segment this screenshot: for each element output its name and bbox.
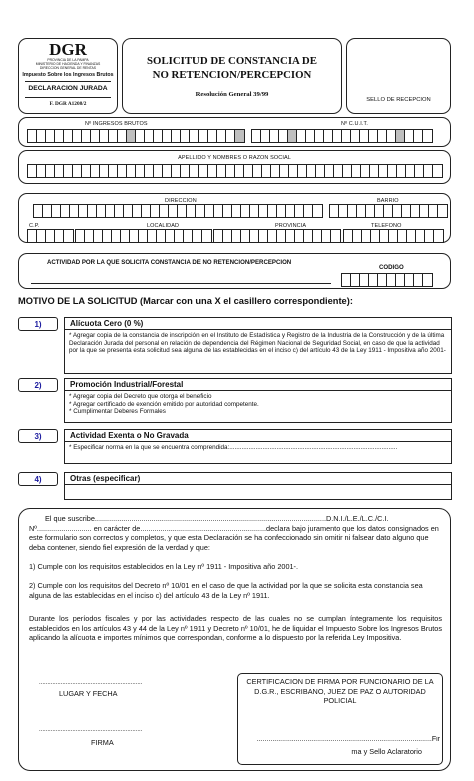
digit-cell[interactable] bbox=[259, 230, 268, 242]
digit-cell[interactable] bbox=[411, 205, 420, 217]
digit-cell[interactable] bbox=[313, 205, 322, 217]
name-label: APELLIDO Y NOMBRES O RAZON SOCIAL bbox=[178, 155, 291, 161]
digit-cell[interactable] bbox=[97, 205, 106, 217]
digit-cell[interactable] bbox=[64, 165, 73, 177]
signature-label: FIRMA bbox=[91, 738, 114, 747]
codigo-cells[interactable] bbox=[341, 273, 433, 287]
option-4-checkbox[interactable] bbox=[18, 472, 58, 486]
digit-cell[interactable] bbox=[184, 230, 193, 242]
requirement-2: 2) Cumple con los requisitos del Decreto nº 10/01 en el caso de que la actividad por la que se solicita esta constancia sea alguna de las establecidas en el inciso c) del artículo 43 de la Ley nº 1911. bbox=[29, 581, 423, 600]
digit-cell[interactable] bbox=[130, 230, 139, 242]
divider bbox=[25, 81, 111, 82]
digit-cell[interactable] bbox=[277, 230, 286, 242]
digit-cell[interactable] bbox=[268, 205, 277, 217]
agency-box bbox=[18, 38, 118, 114]
digit-cell[interactable] bbox=[76, 230, 85, 242]
option-4-title: Otras (especificar) bbox=[65, 473, 451, 485]
digit-cell[interactable] bbox=[330, 205, 339, 217]
digit-cell[interactable] bbox=[61, 205, 70, 217]
digit-cell[interactable] bbox=[286, 230, 295, 242]
digit-cell[interactable] bbox=[342, 274, 351, 286]
digit-cell[interactable] bbox=[389, 230, 398, 242]
stamp-box bbox=[346, 38, 451, 114]
digit-cell[interactable] bbox=[172, 165, 181, 177]
digit-cell[interactable] bbox=[241, 230, 250, 242]
agency-line-3: DIRECCION GENERAL DE RENTAS bbox=[39, 66, 97, 70]
option-2-checkbox[interactable] bbox=[18, 378, 58, 392]
cp-cells[interactable] bbox=[27, 229, 74, 243]
digit-cell[interactable] bbox=[187, 205, 196, 217]
name-cells[interactable] bbox=[27, 164, 443, 178]
name-box bbox=[18, 150, 451, 184]
digit-cell[interactable] bbox=[133, 205, 142, 217]
digit-cell[interactable] bbox=[351, 274, 360, 286]
tax-ids-box bbox=[18, 117, 451, 147]
divider bbox=[25, 97, 111, 98]
option-3-number: 3) bbox=[34, 431, 42, 441]
digit-cell[interactable] bbox=[55, 165, 64, 177]
digit-cell[interactable] bbox=[196, 205, 205, 217]
digit-cell[interactable] bbox=[139, 230, 148, 242]
option-2-line: * Agregar copia del Decreto que otorga el beneficio bbox=[69, 393, 212, 400]
digit-cell[interactable] bbox=[214, 230, 223, 242]
option-1-title: Alícuota Cero (0 %) bbox=[65, 318, 451, 330]
signature-line[interactable]: .............................................................. bbox=[39, 727, 143, 733]
option-1-box bbox=[64, 317, 452, 374]
digit-cell[interactable] bbox=[387, 274, 396, 286]
digit-cell[interactable] bbox=[380, 230, 389, 242]
dgr-logo: DGR bbox=[49, 40, 87, 59]
digit-cell[interactable] bbox=[52, 205, 61, 217]
digit-cell[interactable] bbox=[103, 230, 112, 242]
digit-cell[interactable] bbox=[339, 205, 348, 217]
digit-cell[interactable] bbox=[55, 230, 64, 242]
form-title: SOLICITUD DE CONSTANCIA DE NO RETENCION/PERCEPCION bbox=[147, 55, 317, 81]
digit-cell[interactable] bbox=[379, 165, 388, 177]
digit-cell[interactable] bbox=[193, 230, 202, 242]
digit-cell[interactable] bbox=[259, 205, 268, 217]
address-cells[interactable] bbox=[33, 204, 323, 218]
option-3-title: Actividad Exenta o No Gravada bbox=[65, 430, 451, 442]
digit-cell[interactable] bbox=[361, 165, 370, 177]
option-2-line: * Cumplimentar Deberes Formales bbox=[69, 408, 166, 416]
digit-cell[interactable] bbox=[28, 230, 37, 242]
digit-cell[interactable] bbox=[79, 205, 88, 217]
localidad-cells[interactable] bbox=[75, 229, 212, 243]
certification-footer: ma y Sello Aclaratorio bbox=[351, 747, 422, 756]
telefono-label: TELEFONO bbox=[371, 223, 402, 229]
option-1-number: 1) bbox=[34, 319, 42, 329]
digit-cell[interactable] bbox=[94, 230, 103, 242]
digit-cell[interactable] bbox=[112, 230, 121, 242]
digit-cell[interactable] bbox=[127, 165, 136, 177]
digit-cell[interactable] bbox=[325, 165, 334, 177]
digit-cell[interactable] bbox=[344, 230, 353, 242]
digit-cell[interactable] bbox=[415, 165, 424, 177]
cuit-label: Nº C.U.I.T. bbox=[341, 121, 368, 127]
digit-cell[interactable] bbox=[304, 205, 313, 217]
digit-cell[interactable] bbox=[73, 165, 82, 177]
digit-cell[interactable] bbox=[313, 230, 322, 242]
digit-cell[interactable] bbox=[406, 165, 415, 177]
digit-cell[interactable] bbox=[106, 205, 115, 217]
digit-cell[interactable] bbox=[420, 205, 429, 217]
digit-cell[interactable] bbox=[88, 205, 97, 217]
digit-cell[interactable] bbox=[362, 230, 371, 242]
certification-line[interactable]: ..........................................................................................Fir bbox=[256, 736, 440, 743]
digit-cell[interactable] bbox=[271, 165, 280, 177]
digit-cell[interactable] bbox=[429, 205, 438, 217]
digit-cell[interactable] bbox=[118, 165, 127, 177]
option-2-line: * Agregar certificado de exención emitido por autoridad competente. bbox=[69, 400, 259, 408]
place-date-label: LUGAR Y FECHA bbox=[59, 689, 118, 698]
option-2-number: 2) bbox=[34, 380, 42, 390]
form-code: F. DGR A1208/2 bbox=[49, 101, 87, 107]
digit-cell[interactable] bbox=[151, 205, 160, 217]
digit-cell[interactable] bbox=[322, 230, 331, 242]
requirement-1: 1) Cumple con los requisitos establecidos en la Ley nº 1911 - Impositiva año 2001-. bbox=[29, 562, 299, 571]
digit-cell[interactable] bbox=[423, 274, 432, 286]
digit-cell[interactable] bbox=[34, 205, 43, 217]
digit-cell[interactable] bbox=[181, 165, 190, 177]
digit-cell[interactable] bbox=[37, 230, 46, 242]
digit-cell[interactable] bbox=[91, 165, 100, 177]
option-2-text bbox=[65, 391, 451, 418]
option-2-box bbox=[64, 378, 452, 423]
certification-box bbox=[237, 673, 443, 765]
digit-cell[interactable] bbox=[334, 165, 343, 177]
digit-cell[interactable] bbox=[241, 205, 250, 217]
digit-cell[interactable] bbox=[214, 205, 223, 217]
provincia-cells[interactable] bbox=[213, 229, 341, 243]
digit-cell[interactable] bbox=[405, 274, 414, 286]
title-box bbox=[122, 38, 342, 114]
resolution-label: Resolución General 39/99 bbox=[195, 91, 269, 98]
digit-cell[interactable] bbox=[396, 274, 405, 286]
option-4-number: 4) bbox=[34, 474, 42, 484]
digit-cell[interactable] bbox=[190, 165, 199, 177]
digit-cell[interactable] bbox=[217, 165, 226, 177]
digit-cell[interactable] bbox=[414, 274, 423, 286]
barrio-label: BARRIO bbox=[377, 198, 399, 204]
address-label: DIRECCION bbox=[165, 198, 197, 204]
activity-label: ACTIVIDAD POR LA QUE SOLICITA CONSTANCIA DE NO RETENCION/PERCEPCION bbox=[47, 259, 292, 266]
declaration-label: DECLARACION JURADA bbox=[28, 85, 108, 92]
agency-line-2: MINISTERIO DE HACIENDA Y FINANZAS bbox=[35, 62, 101, 66]
ingresos-brutos-label: Nº INGRESOS BRUTOS bbox=[85, 121, 148, 127]
digit-cell[interactable] bbox=[148, 230, 157, 242]
digit-cell[interactable] bbox=[100, 165, 109, 177]
digit-cell[interactable] bbox=[331, 230, 340, 242]
digit-cell[interactable] bbox=[157, 230, 166, 242]
digit-cell[interactable] bbox=[115, 205, 124, 217]
tax-name: Impuesto Sobre los Ingresos Brutos bbox=[22, 72, 114, 78]
digit-cell[interactable] bbox=[280, 165, 289, 177]
digit-cell[interactable] bbox=[136, 165, 145, 177]
digit-cell[interactable] bbox=[402, 205, 411, 217]
digit-cell[interactable] bbox=[295, 205, 304, 217]
digit-cell[interactable] bbox=[109, 165, 118, 177]
digit-cell[interactable] bbox=[154, 165, 163, 177]
digit-cell[interactable] bbox=[316, 165, 325, 177]
digit-cell[interactable] bbox=[378, 274, 387, 286]
digit-cell[interactable] bbox=[295, 230, 304, 242]
digit-cell[interactable] bbox=[398, 230, 407, 242]
place-date-line[interactable]: .............................................................. bbox=[39, 680, 143, 686]
digit-cell[interactable] bbox=[124, 205, 133, 217]
digit-cell[interactable] bbox=[253, 165, 262, 177]
digit-cell[interactable] bbox=[226, 165, 235, 177]
digit-cell[interactable] bbox=[70, 205, 79, 217]
digit-cell[interactable] bbox=[286, 205, 295, 217]
digit-cell[interactable] bbox=[433, 165, 442, 177]
digit-cell[interactable] bbox=[64, 230, 73, 242]
digit-cell[interactable] bbox=[85, 230, 94, 242]
digit-cell[interactable] bbox=[416, 230, 425, 242]
digit-cell[interactable] bbox=[178, 205, 187, 217]
digit-cell[interactable] bbox=[160, 205, 169, 217]
digit-cell[interactable] bbox=[298, 165, 307, 177]
digit-cell[interactable] bbox=[366, 205, 375, 217]
option-1-checkbox[interactable] bbox=[18, 317, 58, 331]
digit-cell[interactable] bbox=[205, 205, 214, 217]
digit-cell[interactable] bbox=[348, 205, 357, 217]
digit-cell[interactable] bbox=[277, 205, 286, 217]
digit-cell[interactable] bbox=[202, 230, 211, 242]
digit-cell[interactable] bbox=[145, 165, 154, 177]
digit-cell[interactable] bbox=[244, 165, 253, 177]
provincia-label: PROVINCIA bbox=[275, 223, 307, 229]
digit-cell[interactable] bbox=[166, 230, 175, 242]
digit-cell[interactable] bbox=[352, 165, 361, 177]
digit-cell[interactable] bbox=[37, 165, 46, 177]
digit-cell[interactable] bbox=[370, 165, 379, 177]
digit-cell[interactable] bbox=[250, 230, 259, 242]
option-1-text: * Agregar copia de la constancia de inscripción en el Instituto de Estadística y Registro de la Industria de la Construcción y de la última Declaración Jurada del personal en relación de dependencia del Régimen Nacional de Seguridad Social, en caso de que la actividad por la que se presenta esta solicitud sea alguna de las establecidas en el inciso c) del artículo 43 de la Ley 1911 - Impositiva año 2001- bbox=[69, 332, 446, 355]
telefono-cells[interactable] bbox=[343, 229, 444, 243]
digit-cell[interactable] bbox=[223, 205, 232, 217]
digit-cell[interactable] bbox=[438, 205, 447, 217]
digit-cell[interactable] bbox=[360, 274, 369, 286]
digit-cell[interactable] bbox=[304, 230, 313, 242]
cuit-cells[interactable] bbox=[251, 129, 433, 143]
digit-cell[interactable] bbox=[142, 205, 151, 217]
declaration-box bbox=[18, 508, 451, 771]
digit-cell[interactable] bbox=[407, 230, 416, 242]
option-3-box bbox=[64, 429, 452, 464]
digit-cell[interactable] bbox=[289, 165, 298, 177]
digit-cell[interactable] bbox=[232, 205, 241, 217]
digit-cell[interactable] bbox=[46, 230, 55, 242]
option-2-title: Promoción Industrial/Forestal bbox=[65, 379, 451, 391]
digit-cell[interactable] bbox=[343, 165, 352, 177]
digit-cell[interactable] bbox=[163, 165, 172, 177]
liquidation-clause: Durante los períodos fiscales y por las actividades respecto de las cuales no se cumplan íntegramente los requisitos establecidos en los artículos 43 y 44 de la Ley nº 1911 y Decreto nº 10/01, he de liquidar el Impuesto Sobre los Ingresos Brutos aplicando la alícuota e importes mínimos que correspondan, conforme a lo dispuesto por la referida Ley Impositiva. bbox=[29, 614, 442, 643]
agency-line-1: PROVINCIA DE LA PAMPA bbox=[47, 58, 89, 62]
codigo-label: CODIGO bbox=[379, 264, 404, 271]
option-3-checkbox[interactable] bbox=[18, 429, 58, 443]
digit-cell[interactable] bbox=[43, 205, 52, 217]
option-3-text: * Especificar norma en la que se encuentra comprendida:................................................................................................ bbox=[69, 444, 398, 451]
digit-cell[interactable] bbox=[250, 205, 259, 217]
localidad-label: LOCALIDAD bbox=[147, 223, 180, 229]
digit-cell[interactable] bbox=[393, 205, 402, 217]
digit-cell[interactable] bbox=[375, 205, 384, 217]
option-4-box bbox=[64, 472, 452, 500]
digit-cell[interactable] bbox=[307, 165, 316, 177]
stamp-label: SELLO DE RECEPCION bbox=[366, 97, 431, 103]
digit-cell[interactable] bbox=[397, 165, 406, 177]
digit-cell[interactable] bbox=[28, 165, 37, 177]
digit-cell[interactable] bbox=[121, 230, 130, 242]
activity-box bbox=[18, 253, 451, 289]
digit-cell[interactable] bbox=[223, 230, 232, 242]
motivo-title: MOTIVO DE LA SOLICITUD (Marcar con una X el casillero correspondiente): bbox=[18, 296, 353, 306]
address-box bbox=[18, 193, 451, 243]
digit-cell[interactable] bbox=[357, 205, 366, 217]
cp-label: C.P. bbox=[29, 223, 40, 229]
digit-cell[interactable] bbox=[82, 165, 91, 177]
digit-cell[interactable] bbox=[371, 230, 380, 242]
ingresos-brutos-cells[interactable] bbox=[27, 129, 245, 143]
digit-cell[interactable] bbox=[369, 274, 378, 286]
digit-cell[interactable] bbox=[175, 230, 184, 242]
activity-line[interactable] bbox=[31, 283, 331, 284]
digit-cell[interactable] bbox=[425, 230, 434, 242]
digit-cell[interactable] bbox=[388, 165, 397, 177]
digit-cell[interactable] bbox=[434, 230, 443, 242]
digit-cell[interactable] bbox=[199, 165, 208, 177]
digit-cell[interactable] bbox=[424, 165, 433, 177]
digit-cell[interactable] bbox=[235, 165, 244, 177]
digit-cell[interactable] bbox=[169, 205, 178, 217]
digit-cell[interactable] bbox=[353, 230, 362, 242]
certification-title: CERTIFICACION DE FIRMA POR FUNCIONARIO DE LA D.G.R., ESCRIBANO, JUEZ DE PAZ O AUTORIDAD POLICIAL bbox=[246, 677, 434, 706]
digit-cell[interactable] bbox=[384, 205, 393, 217]
digit-cell[interactable] bbox=[262, 165, 271, 177]
digit-cell[interactable] bbox=[46, 165, 55, 177]
digit-cell[interactable] bbox=[208, 165, 217, 177]
digit-cell[interactable] bbox=[268, 230, 277, 242]
barrio-cells[interactable] bbox=[329, 204, 448, 218]
digit-cell[interactable] bbox=[232, 230, 241, 242]
declaration-intro: El que suscribe..................................................................................................................D.N.I./L.E./L.C./C.I. Nº........................... en carácter de..............................................................declara bajo juramento que los datos consignados en este formulario son correctos y completos, y que esta Declaración se ha confeccionado sin omitir ni falsear dato alguno que deba contener, siendo fiel expresión de la verdad y que: bbox=[29, 514, 439, 552]
